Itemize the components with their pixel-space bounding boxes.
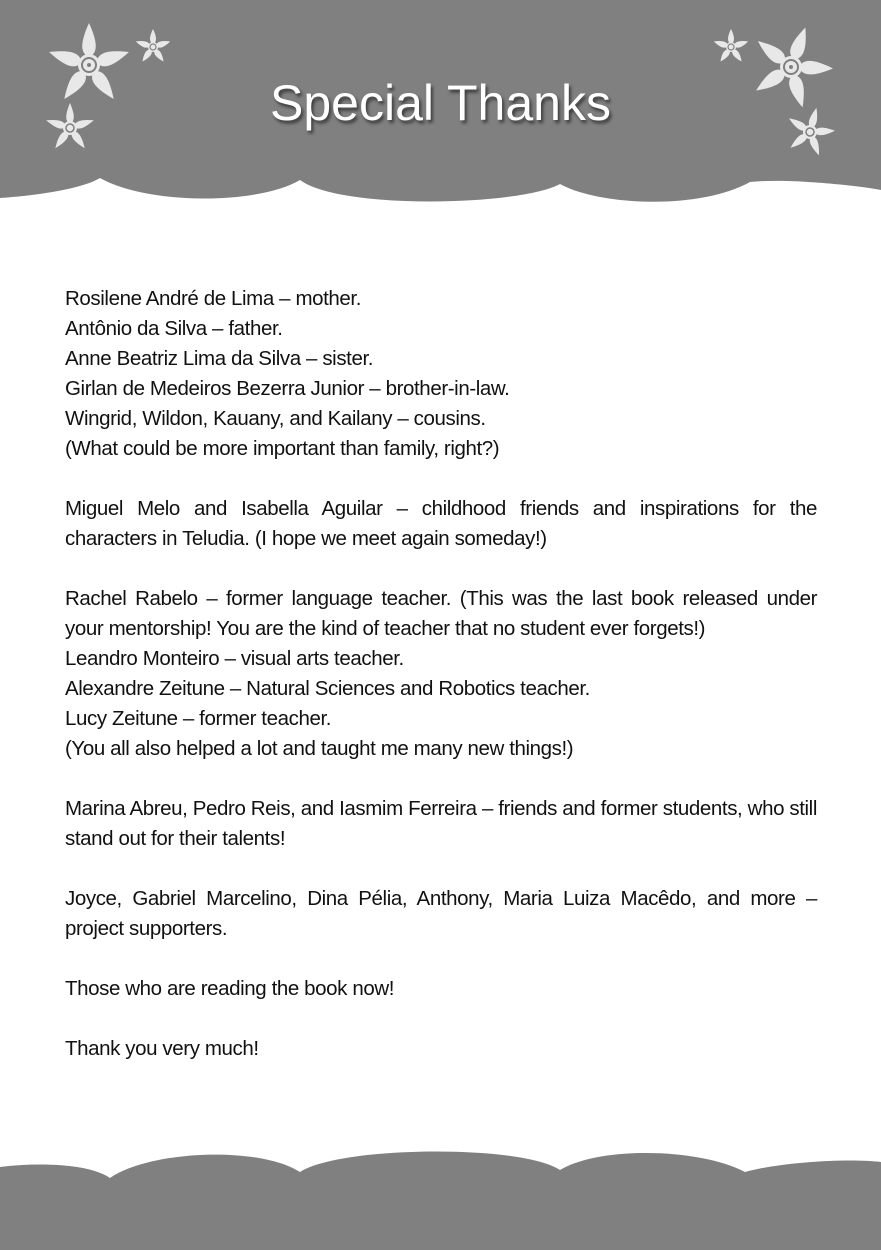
page-title: Special Thanks <box>270 75 611 131</box>
family-section <box>65 284 817 464</box>
students-section: Marina Abreu, Pedro Reis, and Iasmim Ferreira – friends and former students, who still stand out for their talents! <box>65 797 817 850</box>
family-line: Rosilene André de Lima – mother. <box>65 287 362 310</box>
family-line: Antônio da Silva – father. <box>65 317 283 340</box>
friends-section: Miguel Melo and Isabella Aguilar – childhood friends and inspirations for the characters in Teludia. (I hope we meet again someday!) <box>65 497 817 550</box>
teachers-note: (You all also helped a lot and taught me many new things!) <box>65 737 574 760</box>
flower-icon <box>134 28 172 66</box>
family-note: (What could be more important than family, right?) <box>65 437 500 460</box>
thanks-content <box>65 284 817 1094</box>
footer-band <box>0 1140 881 1250</box>
closing-line: Thank you very much! <box>65 1037 259 1060</box>
readers-section: Those who are reading the book now! <box>65 977 395 1000</box>
teacher-line: Leandro Monteiro – visual arts teacher. <box>65 647 404 670</box>
family-line: Anne Beatriz Lima da Silva – sister. <box>65 347 374 370</box>
teacher-line: Lucy Zeitune – former teacher. <box>65 707 332 730</box>
supporters-section: Joyce, Gabriel Marcelino, Dina Pélia, Anthony, Maria Luiza Macêdo, and more – project supporters. <box>65 887 817 940</box>
teachers-section <box>65 584 817 764</box>
teacher-line-rachel: Rachel Rabelo – former language teacher. (This was the last book released under your mentorship! You are the kind of teacher that no student ever forgets!) <box>65 587 817 640</box>
family-line: Girlan de Medeiros Bezerra Junior – brother-in-law. <box>65 377 510 400</box>
flower-icon <box>712 28 750 66</box>
family-line: Wingrid, Wildon, Kauany, and Kailany – cousins. <box>65 407 486 430</box>
teacher-line: Alexandre Zeitune – Natural Sciences and Robotics teacher. <box>65 677 590 700</box>
